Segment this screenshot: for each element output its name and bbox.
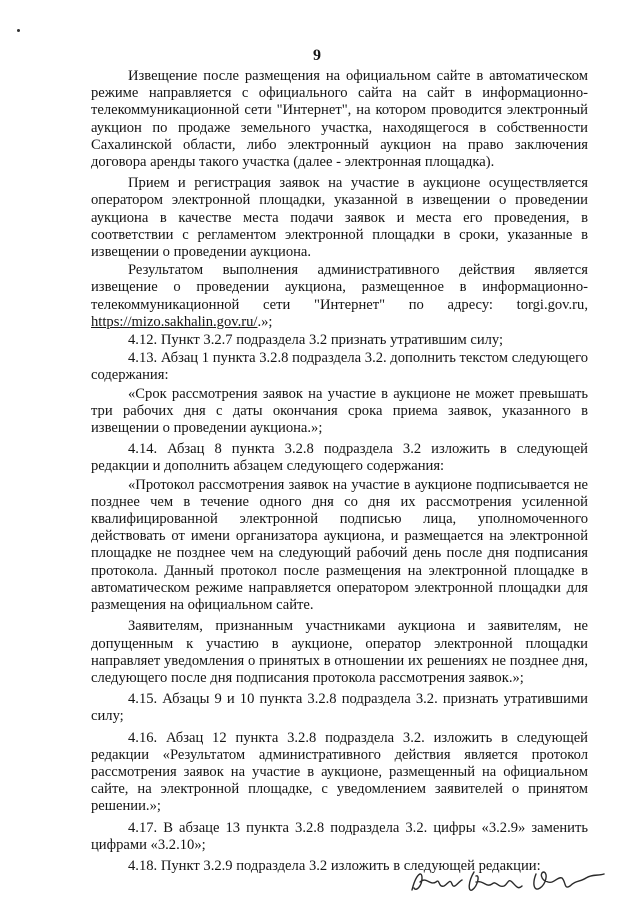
- paragraph-4-13: 4.13. Абзац 1 пункта 3.2.8 подраздела 3.2. дополнить текстом следующего содержания:: [91, 350, 588, 384]
- paragraph-review-period-quote: «Срок рассмотрения заявок на участие в аукционе не может превышать три рабочих дня с даты окончания срока приема заявок, указанного в извещении о проведении аукциона.»;: [91, 385, 588, 437]
- paragraph-action-result-text: Результатом выполнения административного действия является извещение о проведении аукциона, размещенное в информационно-телекоммуникационной сети "Интернет" по адресу: torgi.gov.ru,: [91, 262, 588, 313]
- document-body: [91, 68, 588, 879]
- scan-speck: [17, 29, 20, 32]
- paragraph-4-14: 4.14. Абзац 8 пункта 3.2.8 подраздела 3.2 изложить в следующей редакции и дополнить абзацем следующего содержания:: [91, 441, 588, 475]
- page-number: 9: [313, 47, 321, 64]
- paragraph-4-17: 4.17. В абзаце 13 пункта 3.2.8 подраздела 3.2. цифры «3.2.9» заменить цифрами «3.2.10»;: [91, 819, 588, 853]
- website-link[interactable]: https://mizo.sakhalin.gov.ru/: [91, 313, 258, 330]
- handwritten-signature: [408, 860, 608, 900]
- paragraph-notice-forwarding: Извещение после размещения на официальном сайте в автоматическом режиме направляется с официального сайта на сайт в информационно-телекоммуникационной сети "Интернет", на котором проводится электронный аукцион по продаже земельного участка, находящегося в собственности Сахалинской области, либо электронный аукцион на право заключения договора аренды такого участка (далее - электронная площадка).: [91, 68, 588, 171]
- paragraph-applicants-notification: Заявителям, признанным участниками аукциона и заявителям, не допущенным к участию в аукционе, оператор электронной площадки направляет уведомления о принятых в отношении их решениях не позднее дня, следующего после дня подписания протокола рассмотрения заявок.»;: [91, 618, 588, 686]
- paragraph-application-registration: Прием и регистрация заявок на участие в аукционе осуществляется оператором электронной площадки, указанной в извещении о проведении аукциона в качестве места подачи заявок и места его проведения, в соответствии с регламентом электронной площадки в сроки, указанные в извещении о проведении аукциона.: [91, 175, 588, 261]
- paragraph-4-16: 4.16. Абзац 12 пункта 3.2.8 подраздела 3.2. изложить в следующей редакции «Результатом административного действия является протокол рассмотрения заявок на участие в аукционе, размещенный на официальном сайте, на электронной площадке, с уведомлением заявителей о принятом решении.»;: [91, 729, 588, 815]
- paragraph-protocol-quote: «Протокол рассмотрения заявок на участие в аукционе подписывается не позднее чем в течение одного дня со дня их рассмотрения усиленной квалифицированной электронной подписью лица, уполномоченного действовать от имени организатора аукциона, и размещается на электронной площадке не позднее чем на следующий рабочий день после дня подписания протокола. Данный протокол после размещения на электронной площадке в автоматическом режиме направляется оператором электронной площадки для размещения на официальном сайте.: [91, 476, 588, 614]
- paragraph-action-result: [91, 262, 588, 331]
- link-suffix: .»;: [257, 313, 273, 330]
- paragraph-4-18: 4.18. Пункт 3.2.9 подраздела 3.2 изложить в следующей редакции:: [128, 857, 541, 874]
- paragraph-4-15: 4.15. Абзацы 9 и 10 пункта 3.2.8 подраздела 3.2. признать утратившими силу;: [91, 691, 588, 725]
- paragraph-4-12: 4.12. Пункт 3.2.7 подраздела 3.2 признать утратившим силу;: [128, 332, 504, 349]
